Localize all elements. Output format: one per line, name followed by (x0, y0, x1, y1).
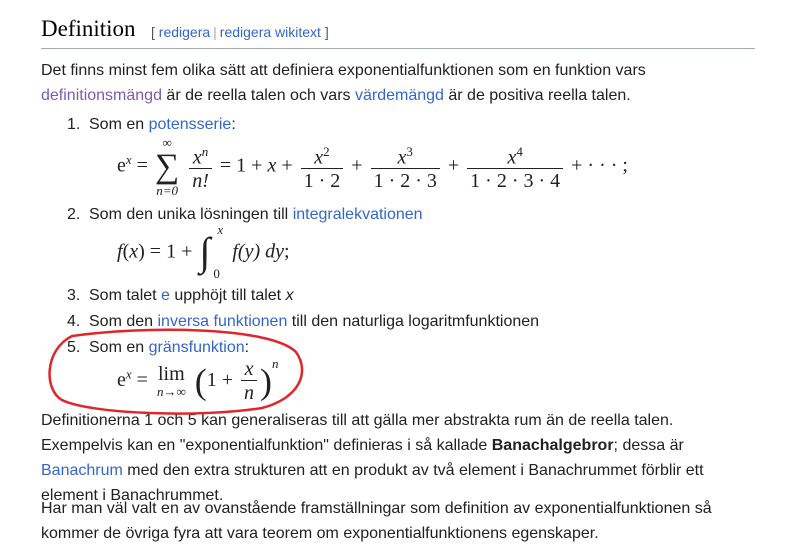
sum-operator: ∞ ∑ n=0 (154, 135, 180, 198)
edit-section-links: [ redigera | redigera wikitext ] (151, 24, 329, 40)
gransfunktion-link[interactable]: gränsfunktion (148, 339, 245, 356)
banachrum-link[interactable]: Banachrum (41, 462, 123, 479)
integral-operator: ∫ x 0 (199, 222, 224, 281)
integralekvationen-link[interactable]: integralekvationen (292, 206, 423, 223)
fraction: $\frac{x^3}{1 \cdot 2 \cdot 3}$ (371, 141, 440, 194)
section-title: Definition (41, 16, 136, 41)
list-item: 3. Som talet e upphöjt till talet x (67, 287, 294, 304)
edit-link[interactable]: redigera (158, 24, 211, 40)
list-item: 4. Som den inversa funktionen till den naturliga logaritmfunktionen (67, 313, 540, 330)
power-series-formula: $e^x$ = ∞ ∑ n=0 $\frac{x^n}{n!}$ = 1 + x + $\frac{x^2}{1 \cdot 2}$ + $\frac{x^3}{1 \cdot 2 \cdot 3}$ + $\frac{x^4}{1 \cdot 2 \cdot 3 \cdot 4}$ + · · · ; (117, 135, 628, 198)
fraction: $\frac{x^2}{1 \cdot 2}$ (301, 141, 344, 194)
limit-formula: $e^x$ = lim n→∞ (1 + $\frac{x}{n}$ )$^n$ (117, 356, 279, 404)
inversa-funktionen-link[interactable]: inversa funktionen (157, 313, 288, 330)
fraction: $\frac{x^n}{n!}$ (189, 141, 212, 194)
fraction: $\frac{x^4}{1 \cdot 2 \cdot 3 \cdot 4}$ (467, 141, 563, 194)
generalization-paragraph: Definitionerna 1 och 5 kan generaliseras till att gälla mer abstrakta rum än de reella talen. Exempelvis kan en "exponentialfunktion" definieras i så kallade Banachalgebror; dessa är Banachrum med den extra strukturen att en produkt av två element i Banachrummet förblir ett element i Banachrummet. (41, 412, 704, 504)
edit-wikitext-link[interactable]: redigera wikitext (219, 24, 321, 40)
vardemangd-link[interactable]: värdemängd (354, 87, 444, 104)
definitionsmangd-link[interactable]: definitionsmängd (41, 87, 162, 104)
limit-operator: lim n→∞ (156, 363, 186, 400)
e-link[interactable]: e (161, 287, 170, 304)
list-item: 5. Som en gränsfunktion: (67, 339, 250, 356)
list-item: 1. Som en potensserie: (67, 116, 236, 133)
integral-equation-formula: f(x) = 1 + ∫ x 0 f(y) dy; (117, 222, 290, 281)
conclusion-paragraph: Har man väl valt en av ovanstående framställningar som definition av exponentialfunktionen så kommer de övriga fyra att vara teorem om exponentialfunktionens egenskaper. (41, 500, 712, 542)
list-item: 2. Som den unika lösningen till integralekvationen (67, 206, 423, 223)
fraction: $\frac{x}{n}$ (241, 358, 257, 405)
potensserie-link[interactable]: potensserie (148, 116, 232, 133)
section-heading (41, 14, 755, 49)
intro-paragraph: Det finns minst fem olika sätt att definiera exponentialfunktionen som en funktion vars definitionsmängd är de reella talen och vars värdemängd är de positiva reella talen. (41, 62, 646, 104)
